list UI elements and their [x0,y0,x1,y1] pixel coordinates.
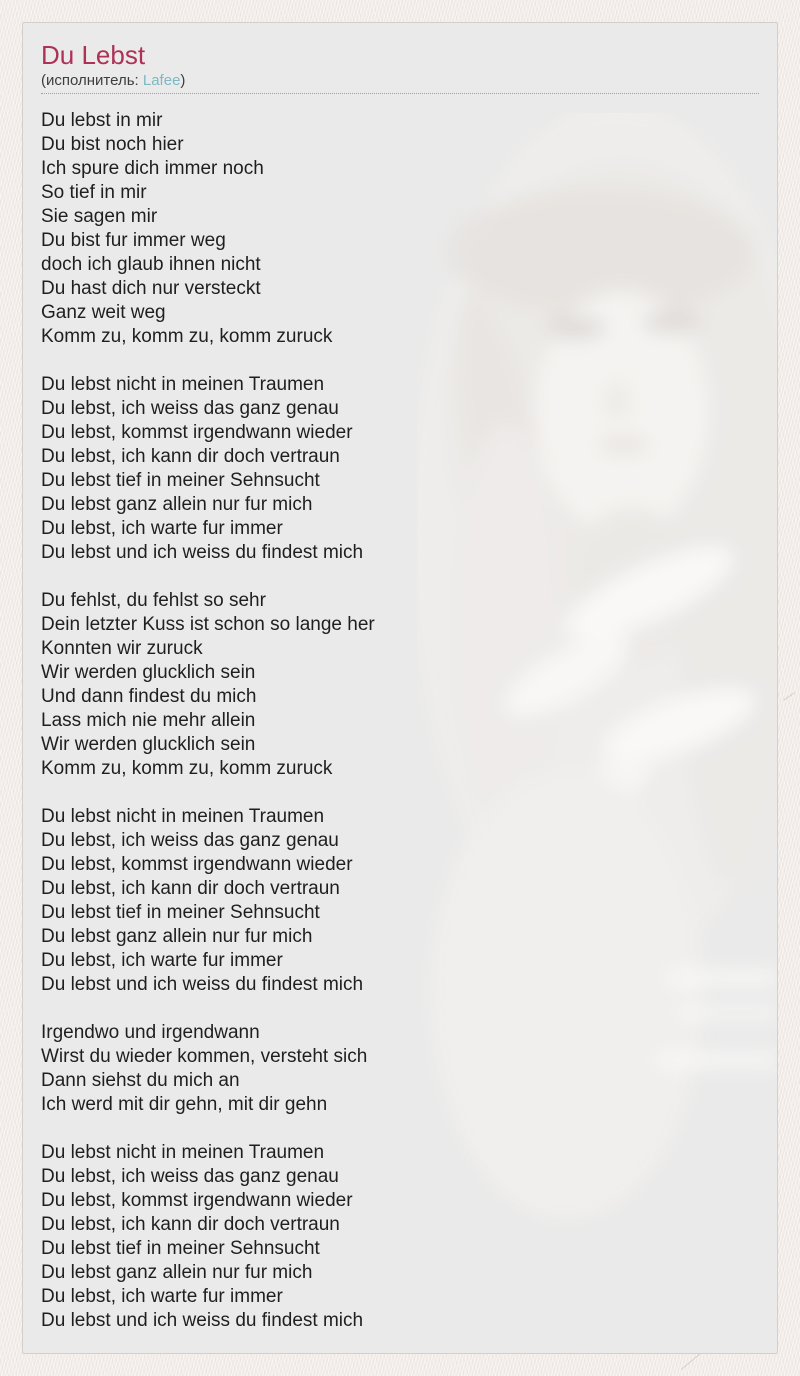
lyric-line: Du lebst und ich weiss du findest mich [41,974,364,995]
song-header [41,39,759,91]
lyric-line: Wirst du wieder kommen, versteht sich [41,1046,368,1067]
lyric-line: Du lebst tief in meiner Sehnsucht [41,902,320,923]
lyric-line: Du lebst tief in meiner Sehnsucht [41,470,320,491]
lyric-line: Du lebst und ich weiss du findest mich [41,542,364,563]
lyric-line: Lass mich nie mehr allein [41,710,256,731]
lyric-line: Du lebst ganz allein nur fur mich [41,494,313,515]
lyric-line: Wir werden glucklich sein [41,734,256,755]
lyric-line: Und dann findest du mich [41,686,257,707]
paper-scratch [783,692,795,701]
lyric-line: Sie sagen mir [41,206,158,227]
lyric-line: Du bist fur immer weg [41,230,226,251]
lyric-line: Wir werden glucklich sein [41,662,256,683]
lyric-line: doch ich glaub ihnen nicht [41,254,261,275]
performer-label: (исполнитель: [41,72,143,89]
lyrics-panel [22,22,778,1354]
stanza-gap [41,1117,759,1141]
lyrics-content [23,23,777,1333]
artist-subtitle [41,71,759,91]
lyric-line: Du lebst, ich warte fur immer [41,518,283,539]
lyric-line: Du lebst, ich weiss das ganz genau [41,398,339,419]
lyric-line: Du lebst, kommst irgendwann wieder [41,422,353,443]
lyric-line: So tief in mir [41,182,147,203]
lyric-line: Du lebst, kommst irgendwann wieder [41,1190,353,1211]
lyric-line: Du lebst, ich weiss das ganz genau [41,1166,339,1187]
stanza-gap [41,997,759,1021]
lyric-line: Du lebst, kommst irgendwann wieder [41,854,353,875]
performer-label-suffix: ) [180,72,186,89]
lyric-line: Komm zu, komm zu, komm zuruck [41,326,333,347]
stanza-gap [41,565,759,589]
stanza-gap [41,349,759,373]
lyric-line: Dann siehst du mich an [41,1070,240,1091]
lyric-line: Du lebst, ich kann dir doch vertraun [41,1214,340,1235]
lyric-line: Du lebst nicht in meinen Traumen [41,374,325,395]
lyric-line: Konnten wir zuruck [41,638,203,659]
lyric-line: Ich spure dich immer noch [41,158,264,179]
lyric-line: Dein letzter Kuss ist schon so lange her [41,614,375,635]
lyric-line: Irgendwo und irgendwann [41,1022,260,1043]
lyric-line: Du lebst nicht in meinen Traumen [41,1142,325,1163]
lyric-line: Du lebst in mir [41,110,163,131]
artist-link[interactable]: Lafee [142,72,181,89]
song-title: Du Lebst [41,40,146,70]
lyric-line: Du lebst, ich kann dir doch vertraun [41,878,340,899]
lyrics-text [41,94,759,1333]
stanza-gap [41,781,759,805]
lyric-line: Du lebst, ich warte fur immer [41,950,283,971]
lyric-line: Du lebst, ich weiss das ganz genau [41,830,339,851]
lyric-line: Du hast dich nur versteckt [41,278,261,299]
lyric-line: Du lebst ganz allein nur fur mich [41,1262,313,1283]
lyric-line: Du lebst nicht in meinen Traumen [41,806,325,827]
lyric-line: Ich werd mit dir gehn, mit dir gehn [41,1094,328,1115]
lyric-line: Du lebst ganz allein nur fur mich [41,926,313,947]
lyric-line: Du bist noch hier [41,134,184,155]
lyric-line: Komm zu, komm zu, komm zuruck [41,758,333,779]
lyric-line: Du lebst, ich kann dir doch vertraun [41,446,340,467]
lyric-line: Du lebst, ich warte fur immer [41,1286,283,1307]
lyric-line: Du fehlst, du fehlst so sehr [41,590,266,611]
lyric-line: Du lebst tief in meiner Sehnsucht [41,1238,320,1259]
lyric-line: Ganz weit weg [41,302,166,323]
lyric-line: Du lebst und ich weiss du findest mich [41,1310,364,1331]
